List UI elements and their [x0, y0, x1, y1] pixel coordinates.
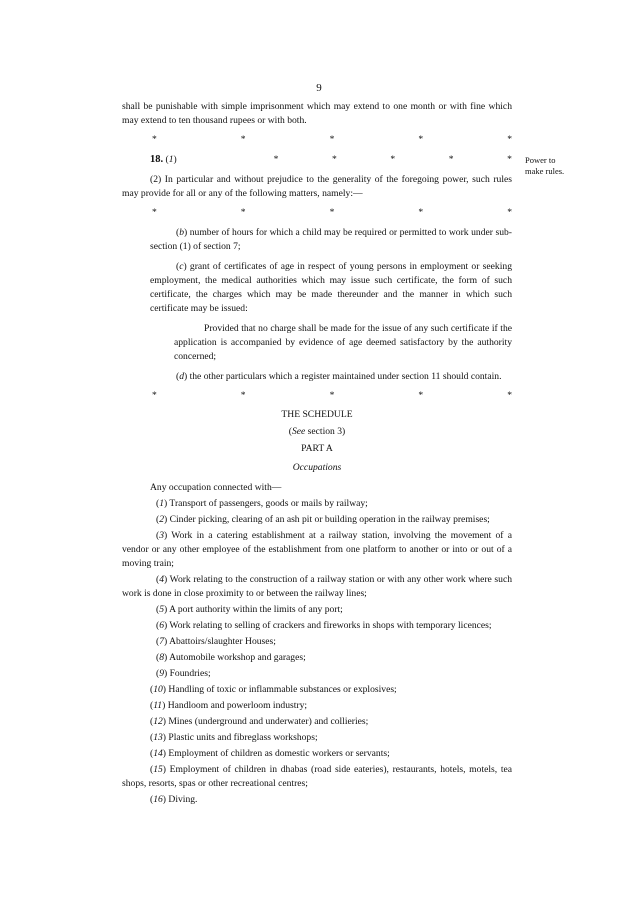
subsection-2-paragraph: (2) In particular and without prejudice to the generality of the foregoing power, such rules may provide for all or any of the following matters, namely:— [122, 174, 512, 199]
star: * [240, 390, 246, 401]
section-number: 18. [150, 154, 164, 165]
item-number: 9 [159, 668, 164, 679]
item-number: 6 [159, 620, 164, 631]
clause-letter: d [179, 371, 184, 382]
item-number: 11 [153, 700, 163, 711]
star: * [273, 154, 279, 165]
item-text: Work relating to the construction of a railway station or with any other work where such work is done in close proximity to or between the railway lines; [122, 574, 512, 599]
omission-stars-3 [122, 389, 512, 403]
list-item: (10) Handling of toxic or inflammable substances or explosives; [150, 684, 397, 695]
list-item: (14) Employment of children as domestic workers or servants; [150, 748, 390, 759]
item-number: 5 [159, 604, 164, 615]
intro-paragraph: shall be punishable with simple imprisonment which may extend to one month or with fine which may extend to ten thousand rupees or with both. [122, 101, 512, 126]
clause-letter: c [179, 261, 184, 272]
item-text: Employment of children in dhabas (road side eateries), restaurants, hotels, motels, tea shops, resorts, spas or other recreational centres; [122, 764, 513, 789]
clause-text: the other particulars which a register maintained under section 11 should contain. [189, 371, 502, 382]
item-number: 1 [159, 498, 164, 509]
list-item: (8) Automobile workshop and garages; [156, 652, 306, 663]
occupations-heading: Occupations [292, 462, 342, 473]
proviso-paragraph: Provided that no charge shall be made for the issue of any such certificate if the application is accompanied by evidence of age deemed satisfactory by the authority concerned; [174, 323, 512, 362]
list-item: (13) Plastic units and fibreglass workshops; [150, 732, 318, 743]
star: * [240, 134, 246, 145]
item-number: 14 [153, 748, 163, 759]
star: * [448, 154, 454, 165]
omission-stars-1 [122, 133, 512, 147]
occupation-list [122, 497, 512, 807]
margin-note-line: Power to [525, 155, 556, 165]
see-word: See [291, 426, 306, 437]
item-number: 3 [159, 530, 164, 541]
item-number: 4 [159, 574, 164, 585]
star: * [418, 207, 424, 218]
paren: ) [173, 154, 177, 165]
document-body [122, 100, 512, 807]
section-18-label [150, 153, 220, 167]
list-item: (5) A port authority within the limits of any port; [156, 604, 343, 615]
item-text: Automobile workshop and garages; [169, 652, 306, 663]
list-item: (1) Transport of passengers, goods or mails by railway; [156, 498, 368, 509]
item-text: Cinder picking, clearing of an ash pit or building operation in the railway premises; [169, 514, 490, 525]
list-item: (4) Work relating to the construction of a railway station or with any other work where such work is done in close proximity to or between the railway lines; [122, 574, 512, 599]
star: * [507, 154, 512, 165]
item-text: Transport of passengers, goods or mails by railway; [169, 498, 368, 509]
list-item: (3) Work in a catering establishment at a railway station, involving the movement of a vendor or any other employee of the establishment from one platform to another or into or out of a moving train; [122, 530, 512, 569]
item-number: 13 [153, 732, 163, 743]
list-item: (15) Employment of children in dhabas (road side eateries), restaurants, hotels, motels, tea shops, resorts, spas or other recreational centres; [122, 764, 513, 789]
item-text: Handloom and powerloom industry; [167, 700, 308, 711]
clauses-continued [122, 370, 512, 384]
item-text: Handling of toxic or inflammable substances or explosives; [168, 684, 397, 695]
star: * [390, 154, 396, 165]
clause-text: grant of certificates of age in respect of young persons in employment or seeking employment, the medical authorities which may issue such certificate, the form of such certificate, the charges which may be made thereunder and the manner in which such certificate may be issued: [150, 261, 512, 314]
star: * [152, 390, 157, 401]
margin-note [525, 155, 564, 177]
part-heading: PART A [301, 443, 333, 454]
item-number: 12 [153, 716, 163, 727]
item-text: Work in a catering establishment at a railway station, involving the movement of a vendor or any other employee of the establishment from one platform to another or into or out of a moving train; [122, 530, 512, 569]
omission-stars-2 [122, 206, 512, 220]
list-item: (9) Foundries; [156, 668, 211, 679]
occupations-intro: Any occupation connected with— [150, 482, 282, 493]
item-text: A port authority within the limits of any port; [169, 604, 343, 615]
clause-c: (c) grant of certificates of age in respect of young persons in employment or seeking employment, the medical authorities which may issue such certificate, the form of such certificate, the charges which may be made thereunder and the manner in which such certificate may be issued: [150, 261, 512, 314]
clause-letter: b [179, 227, 184, 238]
star: * [418, 134, 424, 145]
item-number: 7 [159, 636, 164, 647]
star: * [152, 207, 157, 218]
list-item: (2) Cinder picking, clearing of an ash pit or building operation in the railway premises; [156, 514, 490, 525]
star: * [507, 207, 512, 218]
subsection-number: 1 [168, 154, 174, 165]
clauses [122, 226, 512, 316]
margin-note-line: make rules. [525, 166, 565, 176]
item-text: Plastic units and fibreglass workshops; [168, 732, 318, 743]
see-rest: section 3) [307, 426, 346, 437]
item-text: Diving. [168, 794, 198, 805]
item-text: Foundries; [169, 668, 211, 679]
item-number: 16 [153, 794, 163, 805]
item-text: Work relating to selling of crackers and fireworks in shops with temporary licences; [169, 620, 492, 631]
star: * [329, 390, 335, 401]
star: * [329, 207, 335, 218]
item-number: 2 [159, 514, 164, 525]
item-text: Mines (underground and underwater) and collieries; [168, 716, 369, 727]
clause-text: number of hours for which a child may be required or permitted to work under sub-section (1) of section 7; [150, 227, 512, 252]
section-18-line [122, 153, 512, 167]
list-item: (12) Mines (underground and underwater) and collieries; [150, 716, 369, 727]
star: * [507, 390, 512, 401]
star: * [507, 134, 512, 145]
item-text: Employment of children as domestic workers or servants; [168, 748, 390, 759]
item-text: Abattoirs/slaughter Houses; [169, 636, 276, 647]
clause-d: (d) the other particulars which a register maintained under section 11 should contain. [176, 371, 502, 382]
schedule-reference: (See section 3) [288, 426, 346, 437]
list-item: (7) Abattoirs/slaughter Houses; [156, 636, 276, 647]
item-number: 15 [153, 764, 163, 775]
page-number: 9 [316, 82, 322, 94]
star: * [329, 134, 335, 145]
clause-b: (b) number of hours for which a child may be required or permitted to work under sub-section (1) of section 7; [150, 227, 512, 252]
schedule-title: THE SCHEDULE [281, 409, 353, 420]
item-number: 8 [159, 652, 164, 663]
item-number: 10 [153, 684, 163, 695]
list-item: (6) Work relating to selling of crackers and fireworks in shops with temporary licences; [156, 620, 492, 631]
star: * [240, 207, 246, 218]
list-item: (16) Diving. [150, 794, 198, 805]
star: * [418, 390, 424, 401]
star: * [152, 134, 157, 145]
paren: ( [165, 154, 169, 165]
list-item: (11) Handloom and powerloom industry; [150, 700, 308, 711]
star: * [331, 154, 337, 165]
